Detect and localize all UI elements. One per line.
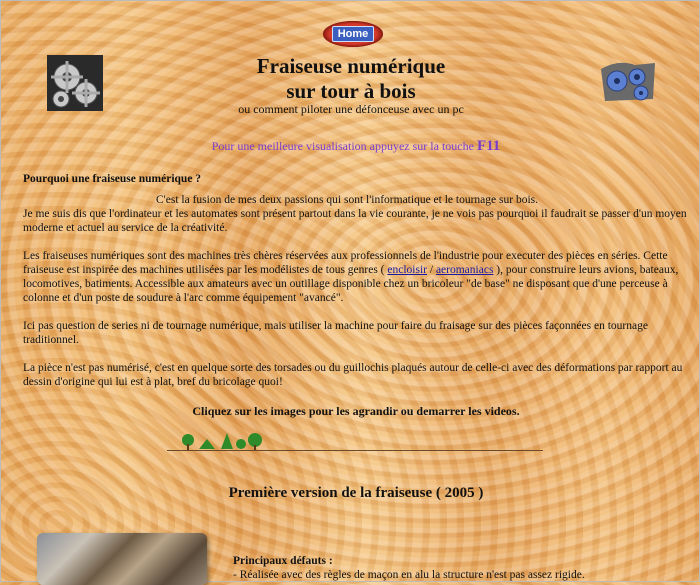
gears-left-icon bbox=[47, 55, 103, 111]
trees-divider-icon bbox=[179, 431, 269, 451]
home-button[interactable] bbox=[323, 21, 383, 47]
paragraph-intro-rest: Je me suis dis que l'ordinateur et les automates sont présent partout dans la vie courante, je ne vois pas pourquoi il faudrait se passer d'un moyen moderne et actuel au service de la créativité. bbox=[23, 208, 687, 234]
paragraph-machines bbox=[23, 249, 693, 305]
page-subtitle: ou comment piloter une défonceuse avec un pc bbox=[238, 102, 464, 116]
page-title-line2: sur tour à bois bbox=[286, 79, 416, 103]
f11-key: F11 bbox=[476, 138, 501, 154]
section-heading: Pourquoi une fraiseuse numérique ? bbox=[23, 173, 202, 185]
paragraph-intro-line1: C'est la fusion de mes deux passions qui sont l'informatique et le tournage sur bois. bbox=[156, 194, 538, 206]
paragraph-bricolage: La pièce n'est pas numérisé, c'est en quelque sorte des torsades ou du guillochis plaqués autour de celle-ci avec des déformations par rapport au dessin d'origine qui lui est à plat, bref du bricolage quoi! bbox=[23, 362, 683, 388]
version-heading: Première version de la fraiseuse ( 2005 ) bbox=[228, 485, 484, 501]
click-images-note: Cliquez sur les images pour les agrandir ou demarrer les videos. bbox=[192, 404, 520, 418]
machine-photo-thumbnail[interactable] bbox=[37, 533, 207, 585]
defect-item: - Réalisée avec des règles de maçon en alu la structure n'est pas assez rigide. bbox=[233, 569, 585, 581]
paragraph-intro bbox=[23, 193, 693, 235]
f11-hint-text: Pour une meilleure visualisation appuyez sur la touche bbox=[211, 139, 477, 153]
f11-hint bbox=[121, 138, 591, 155]
horizontal-divider bbox=[167, 450, 543, 451]
paragraph-machines-text-a: Les fraiseuses numériques sont des machines très chères réservées aux professionnels de l'industrie pour executer des pièces en séries. Cette fraiseuse est inspirée des machines utilisées par les modélistes de tous genres ( bbox=[23, 250, 668, 276]
home-button-label: Home bbox=[332, 26, 375, 42]
link-encloisir[interactable]: encloisir bbox=[387, 264, 427, 276]
paragraph-machines-text-b: ), pour construire leurs avions, bateaux, locomotives, batiments. Accessible aux amateurs avec un outillage disponible chez un bricoleur "de base" ne disposant que d'une perceuse à colonne et d'un poste de soudure à l'arc comme équipement "avancé". bbox=[23, 264, 679, 304]
page-title-line1: Fraiseuse numérique bbox=[256, 54, 446, 78]
paragraph-no-series: Ici pas question de series ni de tournage numérique, mais utiliser la machine pour faire du fraisage sur des pièces façonnées en tournage traditionnel. bbox=[23, 320, 648, 346]
link-aeromaniacs[interactable]: aeromaniacs bbox=[435, 264, 494, 276]
gears-right-icon bbox=[599, 59, 657, 103]
defects-heading: Principaux défauts : bbox=[233, 555, 333, 567]
link-separator: / bbox=[427, 264, 436, 276]
